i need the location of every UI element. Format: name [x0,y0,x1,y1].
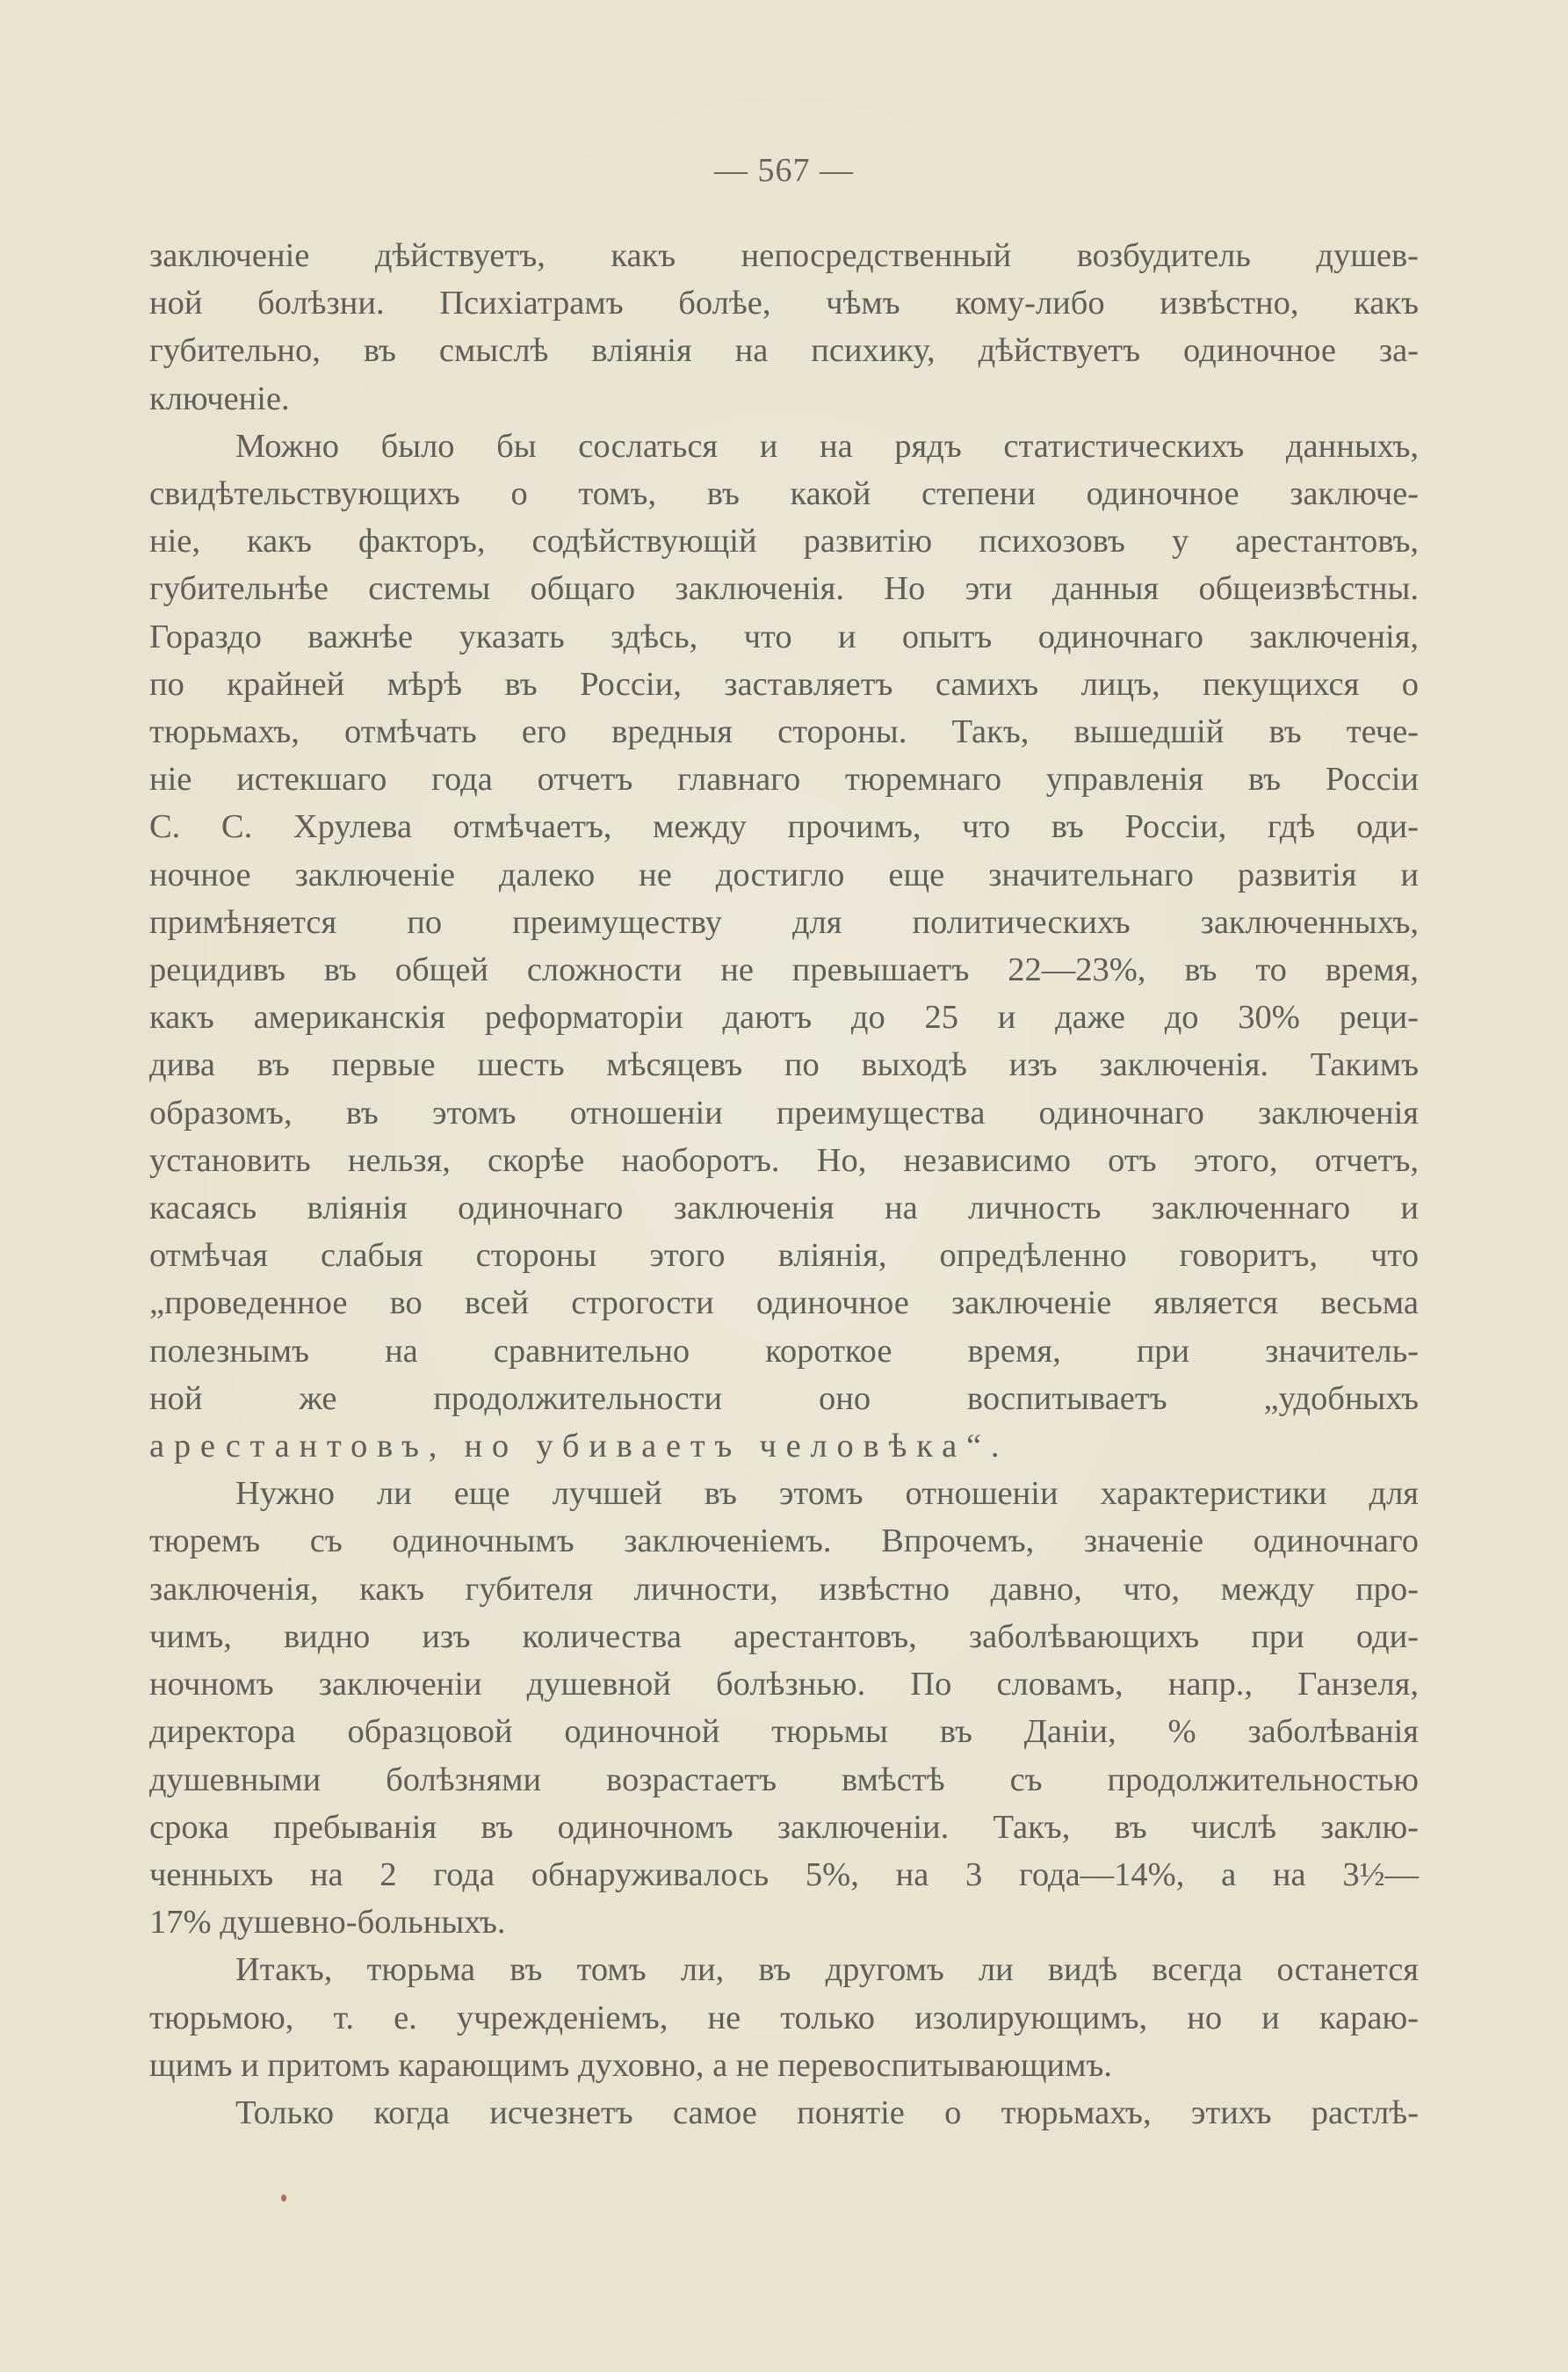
text-line: директора образцовой одиночной тюрьмы въ Даніи, % заболѣванія [149,1713,1419,1751]
ink-spot [281,2195,286,2202]
text-line: установить нельзя, скорѣе наоборотъ. Но, независимо отъ этого, отчетъ, [149,1141,1419,1179]
text-line: дива въ первые шесть мѣсяцевъ по выходѣ изъ заключенія. Такимъ [149,1046,1419,1084]
text-line: ночное заключеніе далеко не достигло еще значительнаго развитія и [149,856,1419,893]
text-line: 17% душевно-больныхъ. [149,1904,506,1942]
text-line: щимъ и притомъ карающимъ духовно, а не перевоспитывающимъ. [149,2046,1113,2084]
text-line: тюрьмою, т. е. учрежденіемъ, не только изолирующимъ, но и караю- [149,1999,1419,2036]
text-line: свидѣтельствующихъ о томъ, въ какой степени одиночное заключе- [149,475,1419,513]
text-line: Итакъ, тюрьма въ томъ ли, въ другомъ ли видѣ всегда останется [235,1951,1419,1989]
text-line: тюремъ съ одиночнымъ заключеніемъ. Впрочемъ, значеніе одиночнаго [149,1522,1419,1560]
text-line: заключенія, какъ губителя личности, извѣстно давно, что, между про- [149,1570,1419,1608]
text-line: полезнымъ на сравнительно короткое время, при значитель- [149,1332,1419,1370]
text-line: Только когда исчезнетъ самое понятіе о тюрьмахъ, этихъ растлѣ- [235,2094,1419,2131]
text-line: какъ американскія реформаторіи даютъ до 25 и даже до 30% реци- [149,999,1419,1037]
text-line: отмѣчая слабыя стороны этого вліянія, опредѣленно говоритъ, что [149,1237,1419,1275]
text-line: ной болѣзни. Психіатрамъ болѣе, чѣмъ кому-либо извѣстно, какъ [149,285,1419,322]
text-line: Гораздо важнѣе указать здѣсь, что и опытъ одиночнаго заключенія, [149,618,1419,655]
text-line: ной же продолжительности оно воспитываетъ „удобныхъ [149,1379,1419,1417]
text-line: чимъ, видно изъ количества арестантовъ, заболѣвающихъ при оди- [149,1617,1419,1655]
text-line: образомъ, въ этомъ отношеніи преимущества одиночнаго заключенія [149,1094,1419,1132]
text-line: рецидивъ въ общей сложности не превышаетъ 22—23%, въ то время, [149,951,1419,989]
text-line: губительнѣе системы общаго заключенія. Но эти данныя общеизвѣстны. [149,570,1419,608]
text-line: Нужно ли еще лучшей въ этомъ отношеніи характеристики для [235,1475,1419,1513]
text-line: ключеніе. [149,380,290,417]
text-line: срока пребыванія въ одиночномъ заключеніи. Такъ, въ числѣ заклю- [149,1808,1419,1846]
text-line: заключеніе дѣйствуетъ, какъ непосредственный возбудитель душев- [149,237,1419,274]
text-line: тюрьмахъ, отмѣчать его вредныя стороны. Такъ, вышедшій въ тече- [149,713,1419,751]
text-line: арестантовъ, но убиваетъ человѣка“. [149,1428,1009,1465]
text-line: губительно, въ смыслѣ вліянія на психику, дѣйствуетъ одиночное за- [149,332,1419,370]
text-line: по крайней мѣрѣ въ Россіи, заставляетъ самихъ лицъ, пекущихся о [149,665,1419,703]
text-line: касаясь вліянія одиночнаго заключенія на личность заключеннаго и [149,1190,1419,1227]
text-line: ночномъ заключеніи душевной болѣзнью. По словамъ, напр., Ганзеля, [149,1666,1419,1703]
text-line: душевными болѣзнями возрастаетъ вмѣстѣ съ продолжительностью [149,1761,1419,1798]
text-line: ніе, какъ факторъ, содѣйствующій развитію психозовъ у арестантовъ, [149,523,1419,560]
text-line: Можно было бы сослаться и на рядъ статистическихъ данныхъ, [235,427,1419,465]
text-line: „проведенное во всей строгости одиночное заключеніе является весьма [149,1284,1419,1322]
page-number: — 567 — [714,152,854,189]
body-text [149,232,1419,2137]
text-line: С. С. Хрулева отмѣчаетъ, между прочимъ, что въ Россіи, гдѣ оди- [149,808,1419,846]
text-line: ніе истекшаго года отчетъ главнаго тюремнаго управленія въ Россіи [149,761,1419,799]
text-line: ченныхъ на 2 года обнаруживалось 5%, на 3 года—14%, а на 3½— [149,1855,1419,1893]
text-line: примѣняется по преимуществу для политическихъ заключенныхъ, [149,903,1419,941]
